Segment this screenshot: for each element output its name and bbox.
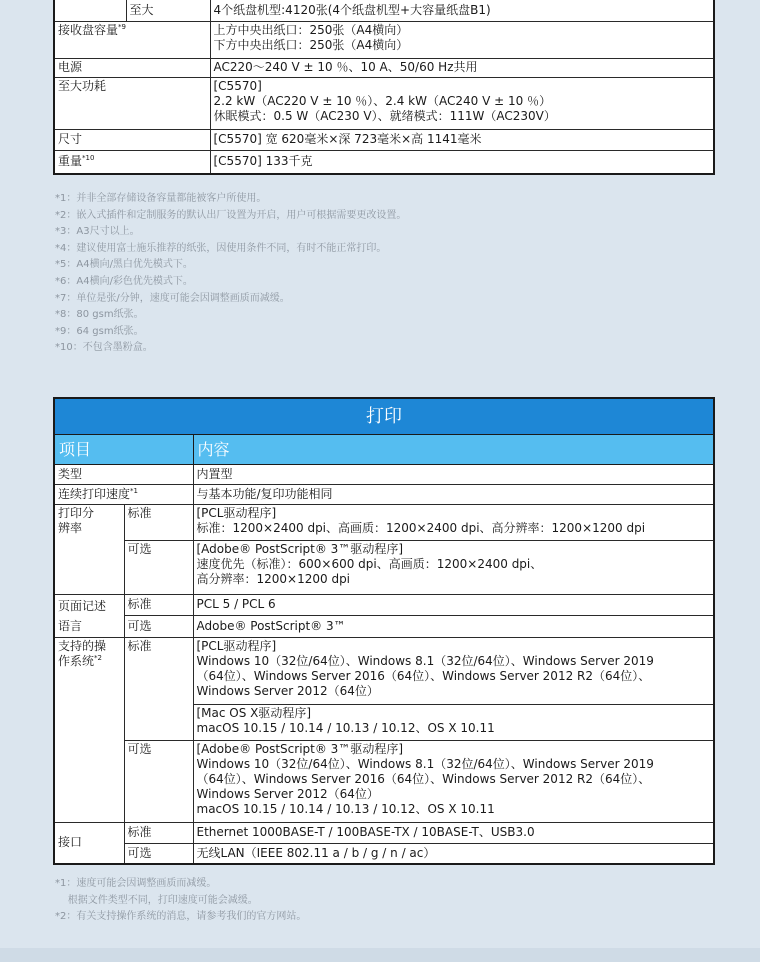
row-label: 连续打印速度$^{*1}$ bbox=[54, 484, 193, 504]
row-label: 尺寸 bbox=[54, 129, 210, 150]
table-row bbox=[54, 77, 714, 129]
table-row bbox=[54, 21, 714, 58]
table-row bbox=[54, 484, 714, 504]
row-value: 4个纸盘机型:4120张(4个纸盘机型+大容量纸盘B1) bbox=[210, 0, 714, 21]
row-value: 上方中央出纸口：250张（A4横向） 下方中央出纸口：250张（A4横向） bbox=[210, 21, 714, 58]
row-sublabel: 标准 bbox=[124, 822, 193, 843]
table-row bbox=[54, 58, 714, 77]
table-row bbox=[54, 504, 714, 540]
table-row bbox=[54, 540, 714, 594]
footnote: *7：单位是张/分钟，速度可能会因调整画质而减缓。 bbox=[55, 292, 290, 304]
row-sublabel: 可选 bbox=[124, 616, 193, 638]
row-value: [PCL驱动程序] 标准：1200×2400 dpi、高画质：1200×2400 dpi、高分辨率：1200×1200 dpi bbox=[193, 504, 714, 540]
table-row bbox=[54, 464, 714, 484]
row-label: 至大功耗 bbox=[54, 77, 210, 129]
row-value: 与基本功能/复印功能相同 bbox=[193, 484, 714, 504]
row-sublabel: 可选 bbox=[124, 843, 193, 864]
row-value: [Adobe® PostScript® 3™驱动程序] Windows 10（32位/64位）、Windows 8.1（32位/64位）、Windows Server 2019 （64位）、Windows Server 2016（64位）、Windows Server 2012 R2（64位）、 Windows Server 2012（64位） macOS 10.15 / 10.14 / 10.13 / 10.12、OS X 10.11 bbox=[193, 740, 714, 822]
footnotes bbox=[55, 191, 406, 357]
row-value: 无线LAN（IEEE 802.11 a / b / g / n / ac） bbox=[193, 843, 714, 864]
table-row bbox=[54, 594, 714, 616]
column-header-item: 项目 bbox=[54, 434, 193, 464]
table-title-row bbox=[54, 398, 714, 434]
table-row bbox=[54, 843, 714, 864]
row-value: [C5570] 2.2 kW（AC220 V ± 10 ％）、2.4 kW（AC240 V ± 10 ％） 休眠模式：0.5 W（AC230 V）、就绪模式：111W（AC230V） bbox=[210, 77, 714, 129]
row-label: 重量$^{*10}$ bbox=[54, 150, 210, 174]
row-value: PCL 5 / PCL 6 bbox=[193, 594, 714, 616]
row-value: 内置型 bbox=[193, 464, 714, 484]
row-value: [Adobe® PostScript® 3™驱动程序] 速度优先（标准）：600×600 dpi、高画质：1200×2400 dpi、 高分辨率：1200×1200 dpi bbox=[193, 540, 714, 594]
row-label: 打印分 辨率 bbox=[54, 504, 124, 594]
table-row bbox=[54, 822, 714, 843]
row-sublabel: 可选 bbox=[124, 540, 193, 594]
table-row bbox=[54, 637, 714, 704]
row-sublabel: 至大 bbox=[126, 0, 210, 21]
section-title: 打印 bbox=[54, 398, 714, 434]
footnote: *2：嵌入式插件和定制服务的默认出厂设置为开启，用户可根据需要更改设置。 bbox=[55, 209, 407, 221]
row-label: 电源 bbox=[54, 58, 210, 77]
footnote: *2：有关支持操作系统的消息，请参考我们的官方网站。 bbox=[55, 911, 307, 923]
row-label bbox=[54, 0, 126, 21]
row-value: Ethernet 1000BASE-T / 100BASE-TX / 10BASE-T、USB3.0 bbox=[193, 822, 714, 843]
row-label: 页面记述 语言 bbox=[54, 594, 124, 637]
footnote: *9：64 gsm纸张。 bbox=[55, 325, 144, 337]
table-header-row bbox=[54, 434, 714, 464]
row-label: 接收盘容量$^{*9}$ bbox=[54, 21, 210, 58]
print-spec-table bbox=[53, 397, 715, 865]
footnotes bbox=[55, 876, 306, 926]
row-sublabel: 标准 bbox=[124, 637, 193, 740]
footnote: *8：80 gsm纸张。 bbox=[55, 309, 144, 321]
footnote: *4：建议使用富士施乐推荐的纸张，因使用条件不同，有时不能正常打印。 bbox=[55, 242, 387, 254]
bottom-band bbox=[0, 948, 760, 962]
footnote: *10：不包含墨粉盒。 bbox=[55, 342, 153, 354]
row-value: AC220～240 V ± 10 ％、10 A、50/60 Hz共用 bbox=[210, 58, 714, 77]
row-label: 支持的操 作系统$^{*2}$ bbox=[54, 637, 124, 822]
row-label: 类型 bbox=[54, 464, 193, 484]
row-value: Adobe® PostScript® 3™ bbox=[193, 616, 714, 638]
row-value: [C5570] 133千克 bbox=[210, 150, 714, 174]
footnote: *3：A3尺寸以上。 bbox=[55, 226, 140, 238]
table-row bbox=[54, 129, 714, 150]
row-sublabel: 标准 bbox=[124, 594, 193, 616]
table-row bbox=[54, 150, 714, 174]
row-value: [C5570] 宽 620毫米×深 723毫米×高 1141毫米 bbox=[210, 129, 714, 150]
footnote: 根据文件类型不同，打印速度可能会减缓。 bbox=[55, 894, 258, 906]
footnote: *5：A4横向/黑白优先模式下。 bbox=[55, 259, 193, 271]
table-row bbox=[54, 616, 714, 638]
row-value: [PCL驱动程序] Windows 10（32位/64位）、Windows 8.1（32位/64位）、Windows Server 2019 （64位）、Windows Server 2016（64位）、Windows Server 2012 R2（64位）、 Windows Server 2012（64位） bbox=[193, 637, 714, 704]
row-sublabel: 标准 bbox=[124, 504, 193, 540]
row-value: [Mac OS X驱动程序] macOS 10.15 / 10.14 / 10.13 / 10.12、OS X 10.11 bbox=[193, 704, 714, 740]
footnote: *1：速度可能会因调整画质而减缓。 bbox=[55, 878, 217, 889]
spec-table bbox=[53, 0, 715, 175]
row-label: 接口 bbox=[54, 822, 124, 864]
row-sublabel: 可选 bbox=[124, 740, 193, 822]
footnote: *1：并非全部存储设备容量都能被客户所使用。 bbox=[55, 193, 267, 204]
column-header-content: 内容 bbox=[193, 434, 714, 464]
table-row bbox=[54, 740, 714, 822]
table-row bbox=[54, 0, 714, 21]
footnote: *6：A4横向/彩色优先模式下。 bbox=[55, 275, 193, 287]
